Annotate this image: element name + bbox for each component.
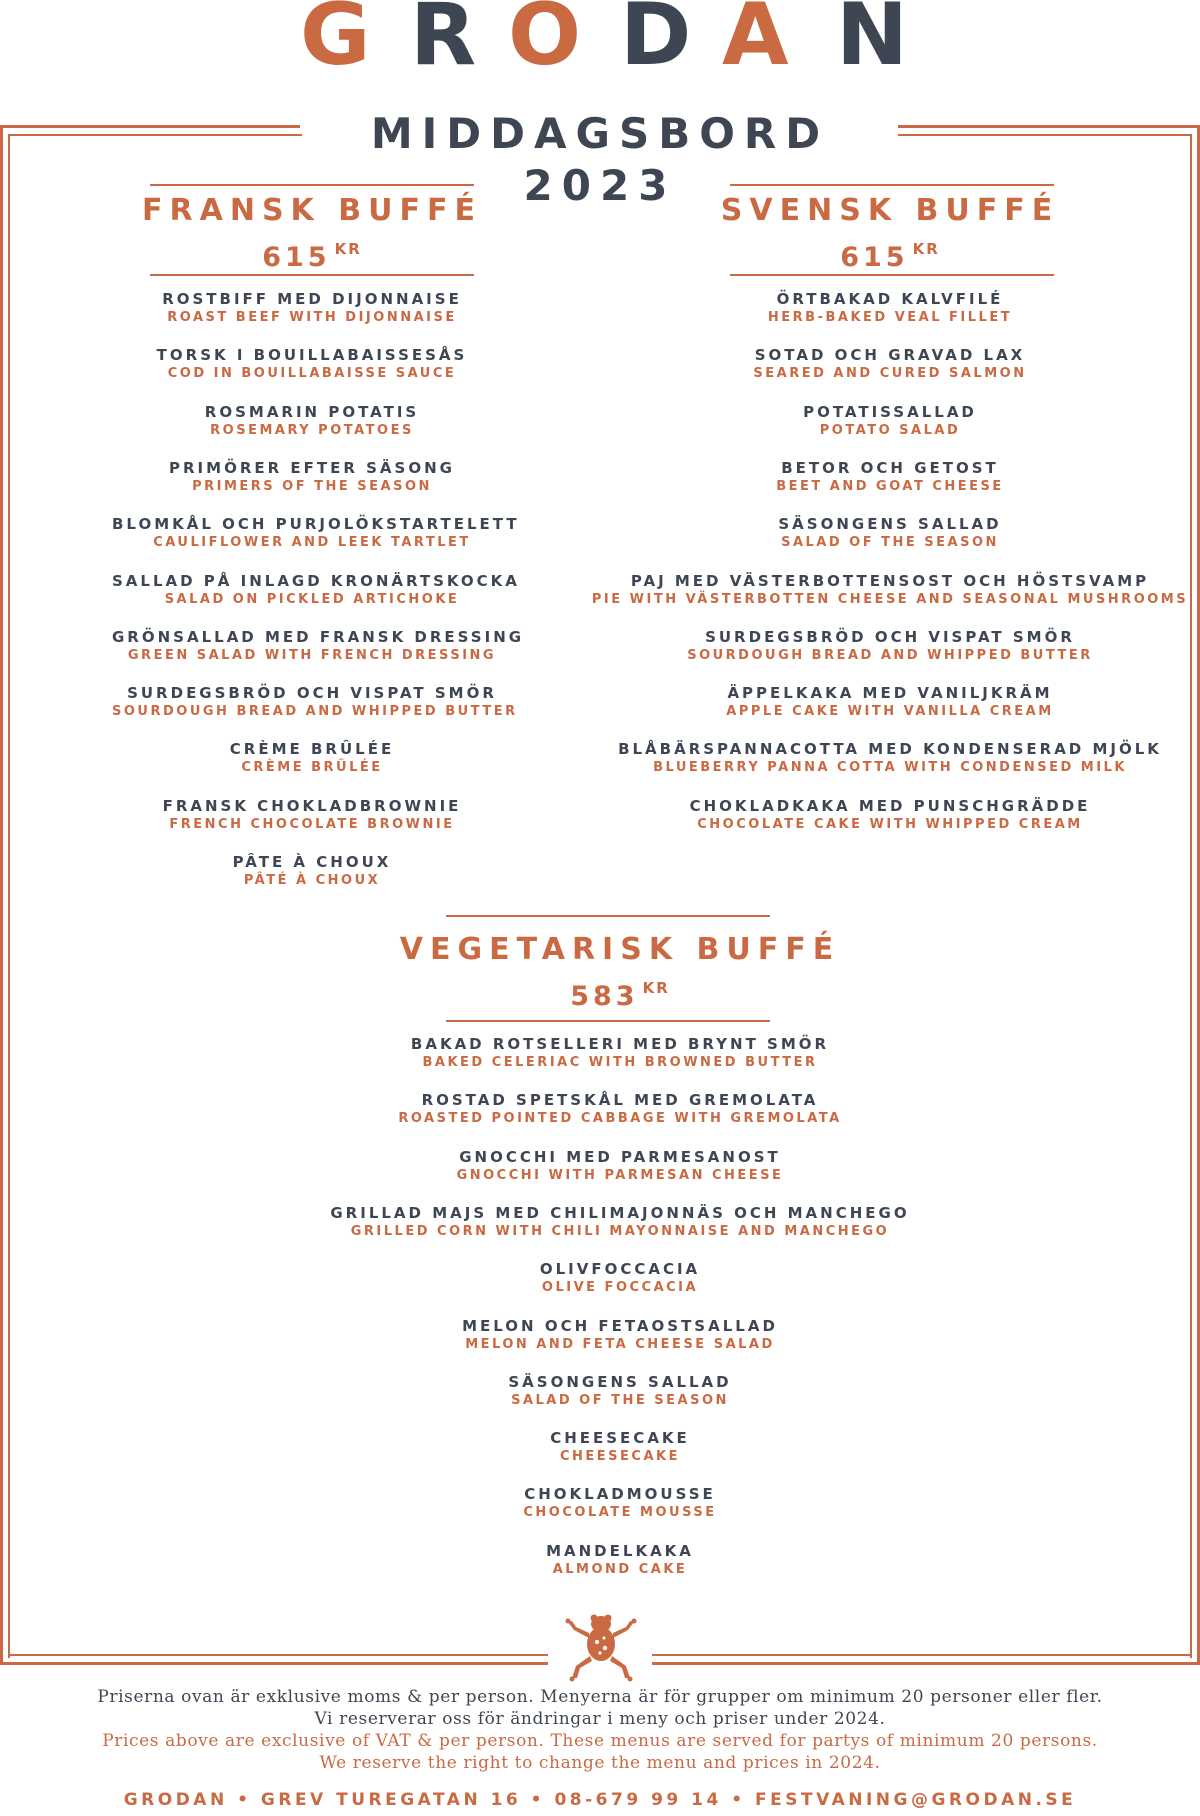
- menu-item: [320, 1260, 920, 1296]
- menu-item-name-sv: BAKAD ROTSELLERI MED BRYNT SMÖR: [410, 1035, 830, 1053]
- menu-item-name-sv: ROSTAD SPETSKÅL MED GREMOLATA: [421, 1091, 819, 1110]
- menu-item-name-en: ROSEMARY POTATOES: [210, 422, 414, 438]
- menu-item: [590, 740, 1190, 776]
- menu-item-name-sv: GRILLAD MAJS MED CHILIMAJONNÄS OCH MANCHEGO: [330, 1203, 910, 1222]
- menu-item: [320, 1204, 920, 1240]
- logo-letter: N: [836, 0, 908, 85]
- menu-item-name-sv: SURDEGSBRÖD OCH VISPAT SMÖR: [705, 627, 1075, 646]
- menu-item: [590, 684, 1190, 720]
- menu-item-name-sv: ROSMARIN POTATIS: [204, 402, 420, 421]
- menu-item-name-sv: BLOMKÅL OCH PURJOLÖKSTARTELETT: [112, 515, 520, 534]
- menu-item: [112, 853, 512, 889]
- menu-item-name-en: PIE WITH VÄSTERBOTTEN CHEESE AND SEASONAL MUSHROOMS: [591, 591, 1189, 607]
- menu-item-name-en: SALAD ON PICKLED ARTICHOKE: [164, 591, 460, 607]
- menu-item-name-sv: SALLAD PÅ INLAGD KRONÄRTSKOCKA: [112, 571, 520, 590]
- menu-item-name-en: FRENCH CHOCOLATE BROWNIE: [169, 816, 455, 832]
- menu-item-name-en: COD IN BOUILLABAISSE SAUCE: [167, 366, 457, 382]
- menu-item-name-en: CAULIFLOWER AND LEEK TARTLET: [153, 535, 471, 551]
- logo-letter: R: [410, 0, 477, 85]
- menu-item: [590, 797, 1190, 833]
- menu-item: [112, 684, 518, 720]
- section-title: FRANSK BUFFÉ: [142, 193, 482, 228]
- menu-item-name-en: SEARED AND CURED SALMON: [753, 366, 1027, 382]
- menu-item-name-en: BLUEBERRY PANNA COTTA WITH CONDENSED MILK: [653, 760, 1127, 776]
- menu-item-name-sv: GRÖNSALLAD MED FRANSK DRESSING: [112, 627, 525, 646]
- menu-item-name-en: PÂTÉ À CHOUX: [243, 873, 381, 888]
- menu-item-name-en: HERB-BAKED VEAL FILLET: [767, 310, 1013, 325]
- menu-item-name-en: SOURDOUGH BREAD AND WHIPPED BUTTER: [112, 704, 518, 720]
- menu-item-name-en: ROASTED POINTED CABBAGE WITH GREMOLATA: [398, 1111, 842, 1127]
- menu-item-name-sv: OLIVFOCCACIA: [539, 1260, 701, 1279]
- menu-item: [112, 571, 520, 608]
- menu-item-name-sv: PAJ MED VÄSTERBOTTENSOST OCH HÖSTSVAMP: [630, 571, 1150, 590]
- section-price: 615 $^{KR}$: [840, 240, 940, 273]
- menu-item: [320, 1485, 920, 1521]
- menu-item-name-sv: CHEESECAKE: [550, 1429, 690, 1448]
- menu-item-name-sv: ÄPPELKAKA MED VANILJKRÄM: [727, 684, 1053, 703]
- menu-item: [112, 403, 512, 439]
- section-price: 583 $^{KR}$: [570, 979, 670, 1012]
- grodan-logo: [0, 0, 1200, 85]
- menu-item-name-en: CHOCOLATE CAKE WITH WHIPPED CREAM: [697, 816, 1083, 832]
- section-vegetarisk-buffe: [320, 915, 920, 1595]
- menu-item-name-en: SOURDOUGH BREAD AND WHIPPED BUTTER: [687, 647, 1093, 663]
- menu-item: [590, 403, 1190, 439]
- menu-item-name-sv: SÄSONGENS SALLAD: [508, 1372, 732, 1391]
- menu-item-name-sv: SOTAD OCH GRAVAD LAX: [754, 346, 1026, 365]
- menu-item-name-en: ALMOND CAKE: [552, 1561, 688, 1577]
- menu-item: [320, 1542, 920, 1578]
- menu-item: [320, 1035, 920, 1071]
- menu-item-name-en: GNOCCHI WITH PARMESAN CHEESE: [456, 1167, 784, 1183]
- menu-item: [320, 1091, 920, 1127]
- menu-item-name-en: OLIVE FOCCACIA: [541, 1280, 699, 1296]
- section-fransk-buffe: [112, 184, 525, 894]
- menu-item-name-en: CHOCOLATE MOUSSE: [523, 1505, 717, 1521]
- logo-letter: A: [722, 0, 789, 85]
- frog-icon: [558, 1600, 644, 1686]
- menu-item: [320, 1317, 920, 1353]
- menu-item: [112, 627, 525, 664]
- menu-item-name-sv: CHOKLADKAKA MED PUNSCHGRÄDDE: [689, 796, 1091, 815]
- menu-item-name-sv: BLÅBÄRSPANNACOTTA MED KONDENSERAD MJÖLK: [618, 740, 1162, 759]
- menu-item-name-sv: ROSTBIFF MED DIJONNAISE: [162, 290, 462, 308]
- menu-item-name-en: SALAD OF THE SEASON: [781, 535, 999, 551]
- footer-note-sv-2: Vi reserverar oss för ändringar i meny och priser under 2024.: [314, 1709, 886, 1729]
- menu-item-name-sv: CHOKLADMOUSSE: [524, 1485, 716, 1504]
- menu-item-name-sv: ÖRTBAKAD KALVFILÉ: [776, 290, 1004, 308]
- section-price: 615 $^{KR}$: [262, 240, 362, 273]
- menu-item-name-en: CRÈME BRÛLÉE: [241, 760, 383, 776]
- menu-item: [320, 1148, 920, 1184]
- menu-item-name-sv: SURDEGSBRÖD OCH VISPAT SMÖR: [127, 684, 497, 703]
- menu-item: [320, 1429, 920, 1465]
- menu-item: [590, 515, 1190, 551]
- menu-item: [590, 290, 1190, 326]
- footer-note-en-1: Prices above are exclusive of VAT & per person. These menus are served for partys of minimum 20 persons.: [102, 1731, 1098, 1751]
- logo-letter: D: [620, 0, 692, 85]
- contact-address[interactable]: GRODAN • GREV TUREGATAN 16 • 08-679 99 14 • FESTVANING@GRODAN.SE: [123, 1790, 1077, 1810]
- menu-item-name-sv: MELON OCH FETAOSTSALLAD: [462, 1316, 778, 1335]
- menu-item-name-en: SALAD OF THE SEASON: [511, 1392, 729, 1408]
- logo-letter: G: [300, 0, 371, 85]
- section-title: VEGETARISK BUFFÉ: [399, 932, 841, 967]
- menu-item: [112, 459, 512, 495]
- footer-note-sv-1: Priserna ovan är exklusive moms & per person. Menyerna är för grupper om minimum 20 personer eller fler.: [97, 1687, 1103, 1707]
- menu-item-name-en: APPLE CAKE WITH VANILLA CREAM: [726, 704, 1054, 720]
- section-title: SVENSK BUFFÉ: [720, 193, 1060, 228]
- menu-item: [590, 572, 1190, 608]
- menu-item-name-sv: PÂTE À CHOUX: [232, 853, 392, 871]
- section-svensk-buffe: [590, 184, 1190, 844]
- menu-item: [112, 515, 520, 551]
- menu-item-name-en: ROAST BEEF WITH DIJONNAISE: [167, 310, 457, 325]
- menu-item-name-en: BEET AND GOAT CHEESE: [776, 478, 1004, 494]
- menu-item-name-sv: FRANSK CHOKLADBROWNIE: [162, 796, 462, 815]
- menu-item: [112, 290, 512, 326]
- menu-item: [590, 346, 1190, 382]
- menu-item-name-sv: BETOR OCH GETOST: [781, 458, 999, 477]
- menu-item-name-sv: CRÈME BRÛLÉE: [229, 740, 395, 759]
- menu-item-name-sv: POTATISSALLAD: [803, 402, 977, 421]
- menu-item-name-en: GREEN SALAD WITH FRENCH DRESSING: [127, 647, 497, 663]
- menu-item-name-en: MELON AND FETA CHEESE SALAD: [465, 1336, 775, 1352]
- menu-item: [112, 346, 512, 382]
- menu-item-name-en: CHEESECAKE: [560, 1449, 680, 1465]
- menu-item-name-en: POTATO SALAD: [819, 422, 961, 438]
- page-title: MIDDAGSBORD 2023: [370, 109, 830, 210]
- logo-letter: O: [508, 0, 582, 85]
- menu-item: [112, 797, 512, 833]
- menu-item: [590, 459, 1190, 495]
- menu-item-name-sv: PRIMÖRER EFTER SÄSONG: [169, 458, 455, 477]
- menu-item-name-sv: TORSK I BOUILLABAISSESÅS: [156, 346, 468, 365]
- menu-item: [112, 740, 512, 776]
- footer-note-en-2: We reserve the right to change the menu and prices in 2024.: [319, 1753, 881, 1773]
- menu-item: [590, 628, 1190, 664]
- menu-item-name-sv: GNOCCHI MED PARMESANOST: [459, 1147, 781, 1166]
- menu-item: [320, 1373, 920, 1409]
- menu-item-name-en: GRILLED CORN WITH CHILI MAYONNAISE AND MANCHEGO: [350, 1223, 890, 1239]
- menu-item-name-sv: MANDELKAKA: [546, 1541, 694, 1560]
- menu-item-name-en: BAKED CELERIAC WITH BROWNED BUTTER: [422, 1055, 818, 1070]
- menu-item-name-sv: SÄSONGENS SALLAD: [778, 515, 1002, 534]
- menu-item-name-en: PRIMERS OF THE SEASON: [192, 478, 432, 494]
